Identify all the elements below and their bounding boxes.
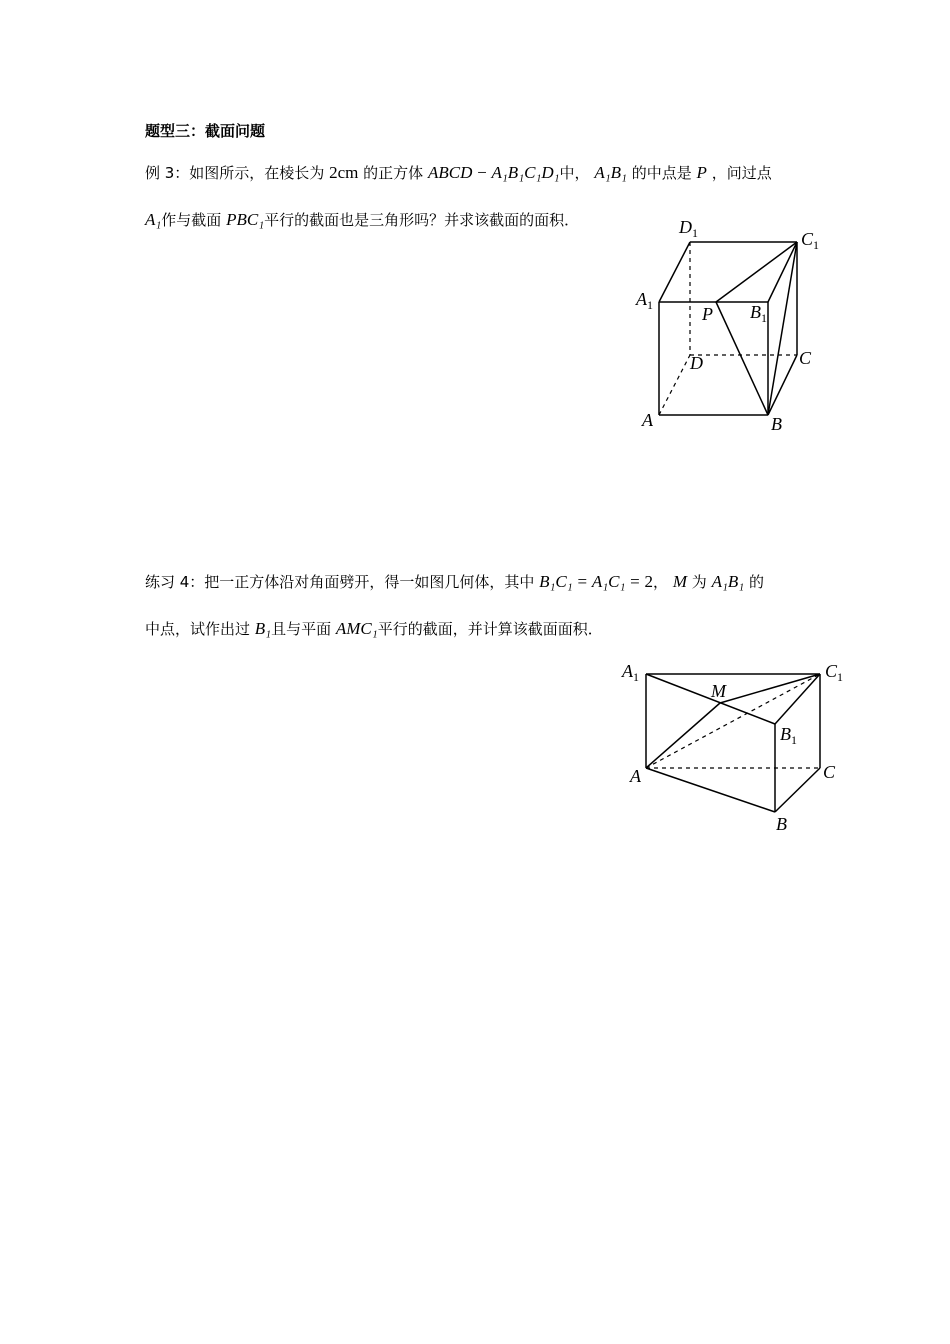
point-m: M [672, 572, 687, 591]
point-a1: A₁ [145, 210, 162, 229]
exercise4-line2-c: 平行的截面，并计算该截面面积． [377, 620, 603, 638]
label-b: B [771, 414, 782, 434]
segment-a1b1-ex4: A₁B₁ [711, 572, 745, 591]
example3-text-b: 中， [559, 164, 590, 182]
label-b1: $B_1$ [750, 302, 767, 325]
edge-b1c1 [775, 674, 820, 724]
exercise4-line2-a: 中点，试作出过 [145, 620, 251, 638]
eq-sign: = [577, 572, 588, 591]
cube-dash: − [477, 163, 487, 182]
example3-text-d: ，问过点 [711, 164, 772, 182]
segment-mc1 [720, 674, 820, 703]
section-title: 题型三：截面问题 [145, 122, 266, 140]
exercise4-comma: ， [653, 573, 669, 591]
edge-ab [646, 768, 775, 812]
label-c1-ex4: $C_1$ [825, 661, 844, 684]
exercise4-line2-b: 且与平面 [271, 620, 332, 638]
point-p: P [696, 163, 707, 182]
edge-bc [775, 768, 820, 812]
label-a1: $A_1$ [636, 289, 653, 312]
eq-lhs: B₁C₁ [539, 572, 573, 591]
segment-am [646, 703, 720, 768]
label-m-ex4: M [711, 681, 726, 701]
segment-a1b1: A₁B₁ [594, 163, 627, 182]
eq-value: 2 [644, 572, 654, 591]
label-a-ex4: A [630, 766, 641, 786]
label-b-ex4: B [776, 814, 787, 834]
label-d1: $D_1$ [679, 217, 698, 240]
cube-top: A₁B₁C₁D₁ [491, 163, 560, 182]
exercise4-prefix: 练习 4：把一正方体沿对角面劈开，得一如图几何体，其中 [145, 573, 535, 591]
label-c: C [799, 348, 812, 368]
label-c-ex4: C [823, 762, 836, 782]
example3-text-a: 的正方体 [363, 164, 424, 182]
point-b1: B₁ [254, 619, 272, 638]
label-a1-ex4: $A_1$ [622, 661, 639, 684]
label-d: D [690, 353, 703, 373]
label-a: A [642, 410, 653, 430]
example3-prefix: 例 3：如图所示，在棱长为 [145, 164, 325, 182]
example3-text-c: 的中点是 [631, 164, 692, 182]
cube-name: ABCD [427, 163, 473, 182]
example3-text-f: 平行的截面也是三角形吗？并求该截面的面积． [264, 211, 580, 229]
eq-sign-2: = [630, 572, 640, 591]
hidden-segment-ac1 [646, 674, 820, 768]
exercise4-text-b: 的 [748, 573, 764, 591]
eq-mid: A₁C₁ [591, 572, 626, 591]
plane-amc1: AMC₁ [335, 619, 378, 638]
label-b1-ex4: $B_1$ [780, 724, 797, 747]
plane-pbc1: PBC₁ [226, 210, 265, 229]
label-p: P [702, 304, 713, 324]
edge-length: 2cm [329, 163, 359, 182]
exercise4-text-a: 为 [691, 573, 707, 591]
label-c1: $C_1$ [801, 229, 820, 252]
example3-text-e: 作与截面 [161, 211, 222, 229]
